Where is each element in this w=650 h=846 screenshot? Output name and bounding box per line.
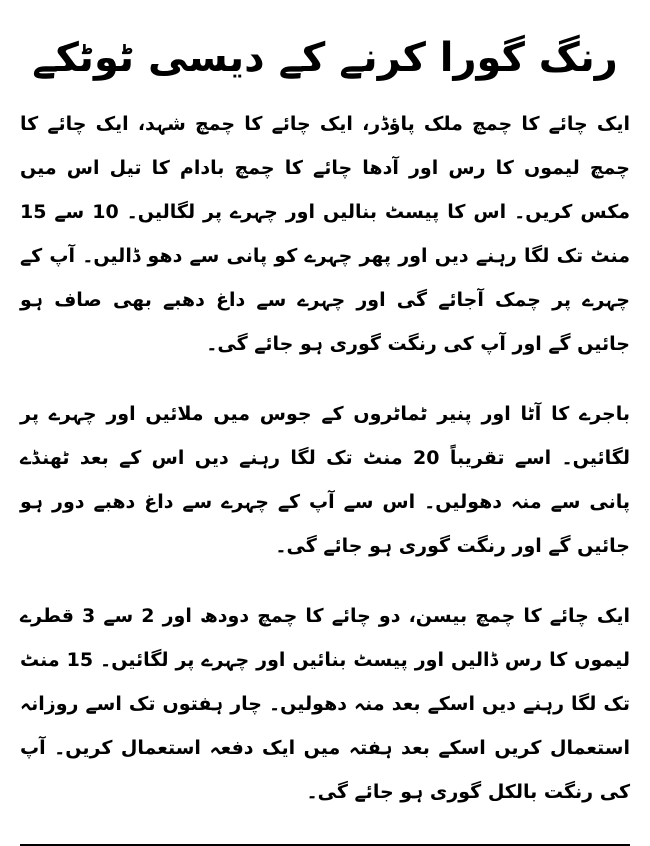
page-title: رنگ گورا کرنے کے دیسی ٹوٹکے (32, 35, 618, 81)
paragraph-1: ایک چائے کا چمچ ملک پاؤڈر، ایک چائے کا چمچ شہد، ایک چائے کا چمچ لیموں کا رس اور آدھا چائے کا چمچ بادام کا تیل اس میں مکس کریں۔ اس کا پیسٹ بنالیں اور چہرے پر لگالیں۔ 10 سے 15 منٹ تک لگا رہنے دیں اور پھر چہرے کو پانی سے دھو ڈالیں۔ آپ کے چہرے پر چمک آجائے گی اور چہرے سے داغ دھبے بھی صاف ہو جائیں گے اور آپ کی رنگت گوری ہو جائے گی۔ (20, 113, 631, 355)
paragraph-2: باجرے کا آٹا اور پنیر ٹماٹروں کے جوس میں ملائیں اور چہرے پر لگائیں۔ اسے تقریباً 20 منٹ تک لگا رہنے دیں اس کے بعد ٹھنڈے پانی سے منہ دھولیں۔ اس سے آپ کے چہرے سے داغ دھبے دور ہو جائیں گے اور رنگت گوری ہو جائے گی۔ (20, 403, 630, 557)
paragraph-3: ایک چائے کا چمچ بیسن، دو چائے کا چمچ دودھ اور 2 سے 3 قطرے لیموں کا رس ڈالیں اور پیسٹ بنائیں اور چہرے پر لگائیں۔ 15 منٹ تک لگا رہنے دیں اسکے بعد منہ دھولیں۔ چار ہفتوں تک اسے روزانہ استعمال کریں اسکے بعد ہفتہ میں ایک دفعہ استعمال کریں۔ آپ کی رنگت بالکل گوری ہو جائے گی۔ (20, 605, 631, 803)
